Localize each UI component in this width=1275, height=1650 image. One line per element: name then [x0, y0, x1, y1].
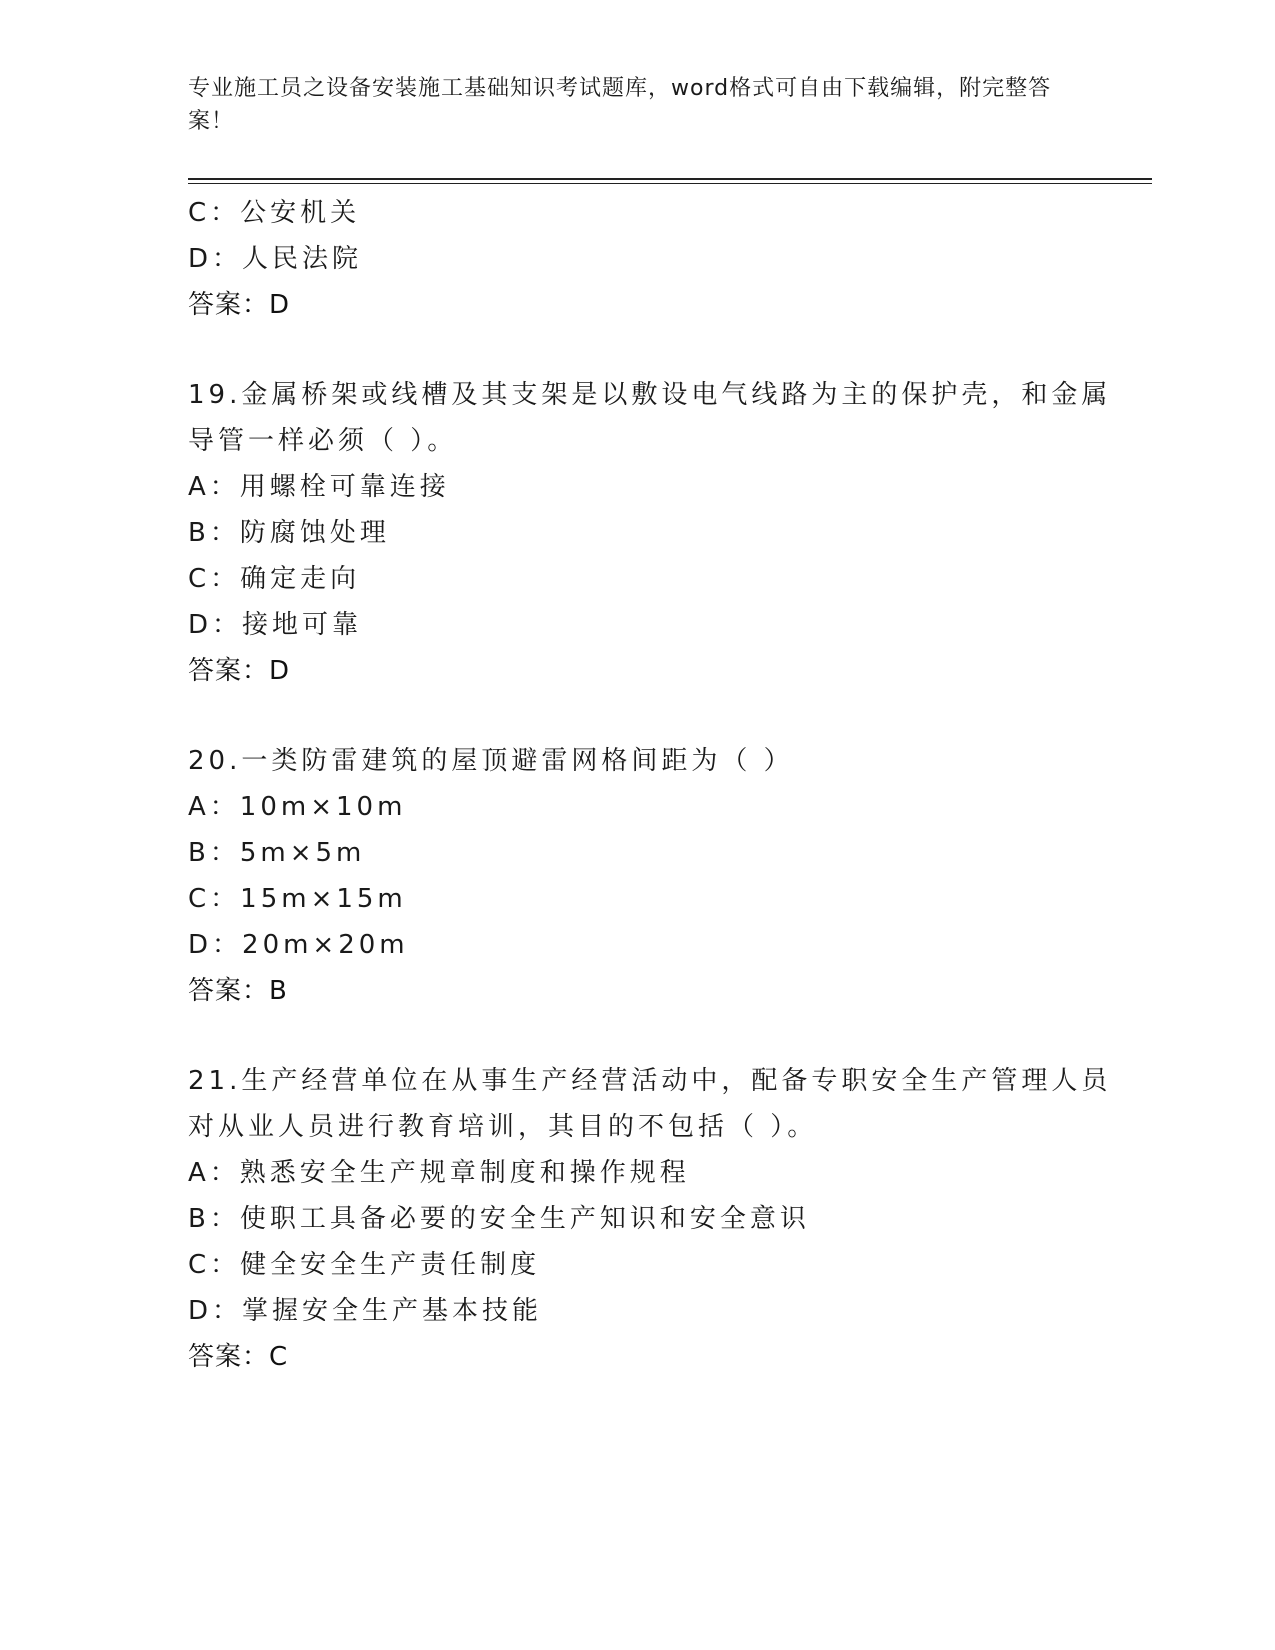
question-stem: 21.生产经营单位在从事生产经营活动中，配备专职安全生产管理人员 — [188, 1066, 1112, 1096]
question-19 — [188, 372, 1112, 694]
option-a: A：熟悉安全生产规章制度和操作规程 — [188, 1158, 690, 1188]
option-b: B：防腐蚀处理 — [188, 518, 390, 548]
question-stem: 对从业人员进行教育培训，其目的不包括（ ）。 — [188, 1112, 818, 1142]
option-d: D：接地可靠 — [188, 610, 363, 640]
option-b: B：使职工具备必要的安全生产知识和安全意识 — [188, 1204, 810, 1234]
document-header: 专业施工员之设备安装施工基础知识考试题库，word格式可自由下载编辑，附完整答案！ — [188, 76, 1052, 134]
header-divider-thin — [188, 183, 1152, 184]
option-c: C：15m×15m — [188, 884, 407, 914]
question-20 — [188, 738, 1088, 1014]
option-d: D：掌握安全生产基本技能 — [188, 1296, 543, 1326]
answer-line: 答案：C — [188, 1342, 289, 1372]
answer-line: 答案：D — [188, 290, 291, 320]
option-c: C：公安机关 — [188, 198, 361, 228]
option-c: C：确定走向 — [188, 564, 361, 594]
option-b: B：5m×5m — [188, 838, 366, 868]
option-c: C：健全安全生产责任制度 — [188, 1250, 541, 1280]
header-divider-thick — [188, 178, 1152, 180]
option-d: D：人民法院 — [188, 244, 363, 274]
answer-line: 答案：D — [188, 656, 291, 686]
question-stem: 19.金属桥架或线槽及其支架是以敷设电气线路为主的保护壳，和金属 — [188, 380, 1112, 410]
previous-question-tail — [188, 190, 1088, 328]
question-stem: 导管一样必须（ ）。 — [188, 426, 458, 456]
question-content — [188, 190, 1112, 1380]
option-a: A：用螺栓可靠连接 — [188, 472, 450, 502]
question-21 — [188, 1058, 1112, 1380]
question-stem: 20.一类防雷建筑的屋顶避雷网格间距为（ ） — [188, 746, 794, 776]
option-a: A：10m×10m — [188, 792, 407, 822]
answer-line: 答案：B — [188, 976, 288, 1006]
option-d: D：20m×20m — [188, 930, 409, 960]
